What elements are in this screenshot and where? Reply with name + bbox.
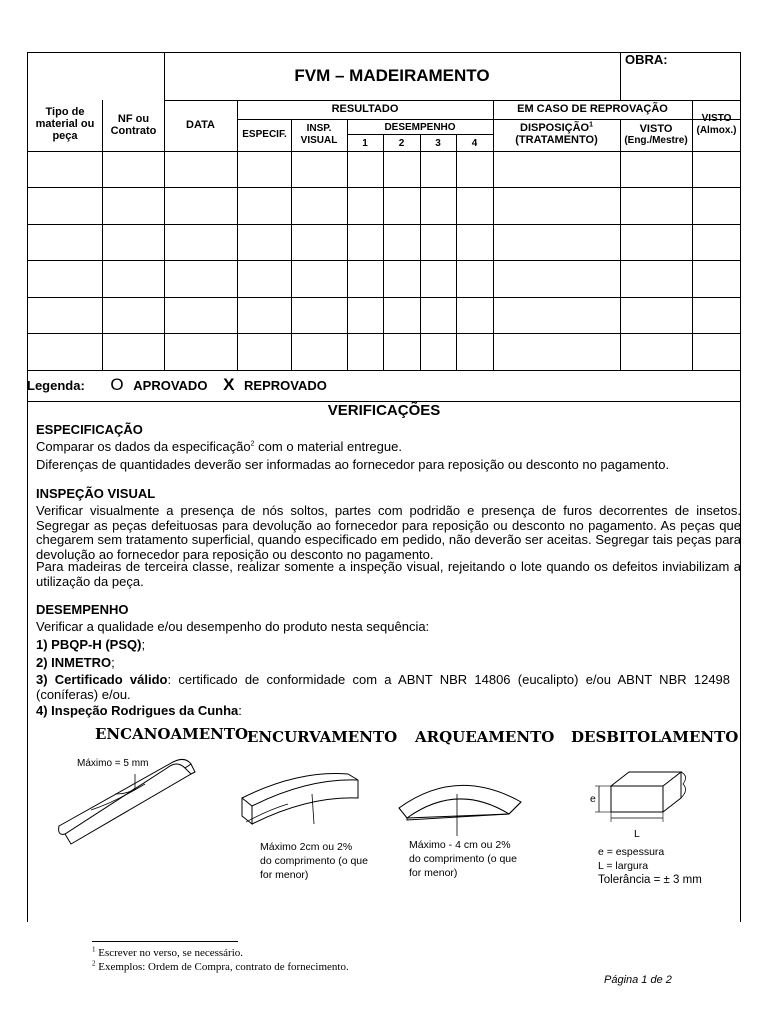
page-number: Página 1 de 2: [604, 974, 672, 986]
desempenho-item-3: 3) Certificado válido: certificado de conformidade com a ABNT NBR 14806 (eucalipto) e/ou ABNT NBR 12498 (coníferas) e/ou.: [36, 672, 731, 702]
footnote-2: $^2$ Exemplos: Ordem de Compra, contrato de fornecimento.: [92, 959, 349, 973]
figure-desbitolamento-note: e = espessura L = largura Tolerância = ± 3 mm: [598, 846, 702, 886]
obra-label: OBRA:: [625, 52, 668, 67]
desempenho-item-2: 2) INMETRO;: [36, 655, 115, 670]
inspecao-title: INSPEÇÃO VISUAL: [36, 486, 156, 501]
visto-almox-header: VISTO (Almox.): [696, 113, 737, 136]
especificacao-title: ESPECIFICAÇÃO: [36, 422, 143, 437]
desempenho-intro: Verificar a qualidade e/ou desempenho do produto nesta sequência:: [36, 619, 430, 634]
figure-desbitolamento-title: DESBITOLAMENTO: [571, 728, 739, 746]
footnote-separator: [92, 941, 238, 942]
resultado-header: RESULTADO: [331, 103, 399, 115]
figure-encurvamento-drawing: [238, 770, 363, 835]
footnote-1: $^1$ Escrever no verso, se necessário.: [92, 945, 244, 959]
disposicao-header: DISPOSIÇÃO$^1$ (TRATAMENTO): [515, 121, 598, 146]
figure-encanoamento-note: Máximo = 5 mm: [77, 758, 149, 769]
legend-reprovado: REPROVADO: [244, 378, 327, 393]
legend-x-symbol: X: [223, 375, 235, 394]
legend-label: Legenda:: [27, 378, 85, 393]
desempenho-title: DESEMPENHO: [36, 602, 129, 617]
page-title: FVM – MADEIRAMENTO: [294, 66, 490, 85]
especificacao-line1: Comparar os dados da especificação$^2$ com o material entregue.: [36, 439, 402, 454]
figure-desbitolamento-l-label: L: [634, 828, 640, 840]
desempenho-col-1: 1: [362, 138, 368, 149]
figure-encurvamento-title: ENCURVAMENTO: [247, 728, 398, 746]
desempenho-item-4: 4) Inspeção Rodrigues da Cunha:: [36, 703, 242, 718]
col-nf-header: NF ou Contrato: [110, 113, 157, 137]
desempenho-col-2: 2: [398, 138, 405, 149]
col-tipo-header: Tipo de material ou peça: [35, 106, 95, 142]
especif-header: ESPECIF.: [242, 129, 287, 140]
figure-arqueamento-drawing: [397, 772, 527, 837]
figure-encanoamento-title: ENCANOAMENTO: [95, 725, 249, 743]
desempenho-item-1: 1) PBQP-H (PSQ);: [36, 637, 146, 652]
figure-desbitolamento-e-label: e: [590, 793, 596, 805]
figure-arqueamento-title: ARQUEAMENTO: [415, 728, 555, 746]
inspecao-paragraph-2: Para madeiras de terceira classe, realizar somente a inspeção visual, rejeitando o lote quando os defeitos inviabilizam a utilização da peça.: [36, 559, 741, 589]
reprovacao-header: EM CASO DE REPROVAÇÃO: [517, 103, 668, 115]
legend: [27, 375, 741, 395]
inspecao-paragraph-1: Verificar visualmente a presença de nós soltos, partes com podridão e presença de furos decorrentes de insetos. Segregar as peças defeituosas para devolução ao fornecedor para reposição ou desconto no pagamento. As peças que chegarem sem tratamento superficial, quando especificado em pedido, não deverão ser aceitas. Segregar tais peças para devolução ao fornecedor para reposição ou desconto no pagamento.: [36, 503, 741, 562]
legend-o-symbol: O: [110, 375, 124, 394]
desempenho-col-4: 4: [471, 138, 478, 149]
figure-encurvamento-note: Máximo 2cm ou 2% do comprimento (o que for menor): [260, 841, 368, 881]
figure-arqueamento-note: Máximo - 4 cm ou 2% do comprimento (o que for menor): [409, 839, 517, 879]
verificacoes-title: VERIFICAÇÕES: [327, 402, 441, 419]
figure-desbitolamento-drawing: [585, 766, 695, 846]
desempenho-col-3: 3: [435, 138, 441, 149]
visto-eng-header: VISTO (Eng./Mestre): [624, 123, 688, 146]
legend-aprovado: APROVADO: [133, 378, 208, 393]
insp-visual-header: INSP. VISUAL: [300, 123, 338, 146]
desempenho-header: DESEMPENHO: [384, 122, 456, 133]
especificacao-line2: Diferenças de quantidades deverão ser informadas ao fornecedor para reposição ou desconto no pagamento.: [36, 457, 670, 472]
col-data-header: DATA: [186, 119, 215, 131]
